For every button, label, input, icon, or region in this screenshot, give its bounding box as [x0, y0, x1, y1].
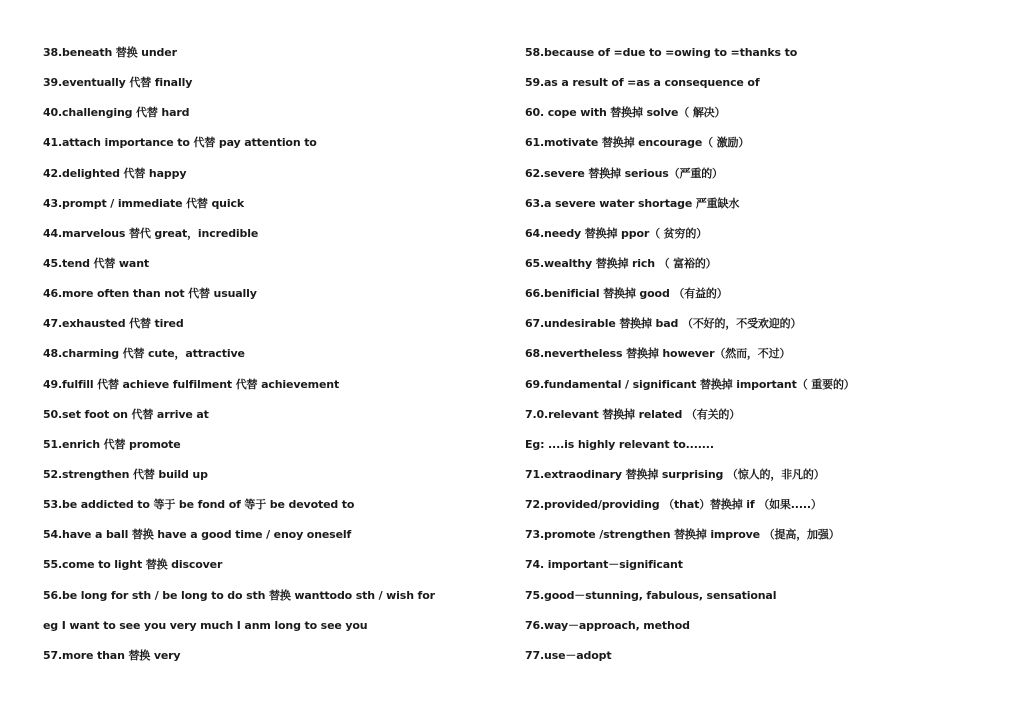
vocab-line: 41.attach importance to 代替 pay attention to — [43, 136, 317, 150]
vocab-line: 48.charming 代替 cute，attractive — [43, 347, 245, 361]
vocab-line: 71.extraodinary 替换掉 surprising （惊人的，非凡的） — [525, 467, 825, 481]
vocab-line: 53.be addicted to 等于 be fond of 等于 be devoted to — [43, 498, 355, 512]
vocab-line: 64.needy 替换掉 ppor（ 贫穷的） — [525, 226, 708, 240]
vocab-line: 40.challenging 代替 hard — [43, 106, 190, 120]
vocab-line: 59.as a result of =as a consequence of — [525, 76, 760, 90]
vocab-line: 7.0.relevant 替换掉 related （有关的） — [525, 407, 741, 421]
right-column — [525, 43, 995, 676]
vocab-line: 77.use－adopt — [525, 648, 612, 662]
vocab-line: 73.promote /strengthen 替换掉 improve （提高，加强） — [525, 528, 840, 542]
example-line: eg I want to see you very much I anm long to see you — [43, 618, 368, 632]
vocab-line: 74. important－significant — [525, 558, 683, 572]
vocab-line: 57.more than 替换 very — [43, 648, 181, 662]
vocab-line: 60. cope with 替换掉 solve（ 解决） — [525, 106, 726, 120]
vocab-line: 46.more often than not 代替 usually — [43, 287, 257, 301]
vocab-line: 61.motivate 替换掉 encourage（ 激励） — [525, 136, 750, 150]
vocab-line: 45.tend 代替 want — [43, 256, 149, 270]
vocab-line: 76.way－approach, method — [525, 618, 690, 632]
vocab-line: 58.because of =due to =owing to =thanks to — [525, 46, 798, 59]
example-line: Eg: ....is highly relevant to....... — [525, 437, 714, 451]
vocab-line: 52.strengthen 代替 build up — [43, 467, 208, 481]
vocab-line: 54.have a ball 替换 have a good time / enoy oneself — [43, 528, 352, 542]
vocab-line: 68.nevertheless 替换掉 however（然而，不过） — [525, 347, 791, 361]
left-column — [43, 43, 503, 676]
vocab-line: 66.benificial 替换掉 good （有益的） — [525, 287, 728, 301]
vocab-line: 63.a severe water shortage 严重缺水 — [525, 196, 740, 210]
vocab-line: 51.enrich 代替 promote — [43, 437, 181, 451]
vocab-line: 67.undesirable 替换掉 bad （不好的，不受欢迎的） — [525, 317, 802, 331]
vocab-line: 50.set foot on 代替 arrive at — [43, 407, 209, 421]
vocab-line: 62.severe 替换掉 serious（严重的） — [525, 166, 723, 180]
vocab-line: 65.wealthy 替换掉 rich （ 富裕的） — [525, 256, 717, 270]
vocab-line: 56.be long for sth / be long to do sth 替换 wanttodo sth / wish for — [43, 588, 435, 602]
vocab-line: 47.exhausted 代替 tired — [43, 317, 184, 331]
vocab-line: 42.delighted 代替 happy — [43, 166, 187, 180]
vocab-line: 44.marvelous 替代 great，incredible — [43, 226, 259, 240]
vocab-line: 55.come to light 替换 discover — [43, 558, 223, 572]
vocab-line: 49.fulfill 代替 achieve fulfilment 代替 achievement — [43, 377, 340, 391]
vocab-line: 43.prompt / immediate 代替 quick — [43, 196, 245, 210]
vocab-line: 69.fundamental / significant 替换掉 important（ 重要的） — [525, 377, 855, 391]
vocab-line: 72.provided/providing （that）替换掉 if （如果.....） — [525, 498, 822, 512]
vocab-line: 39.eventually 代替 finally — [43, 76, 193, 90]
vocab-line: 75.good－stunning, fabulous, sensational — [525, 588, 777, 602]
vocab-line: 38.beneath 替换 under — [43, 46, 177, 59]
